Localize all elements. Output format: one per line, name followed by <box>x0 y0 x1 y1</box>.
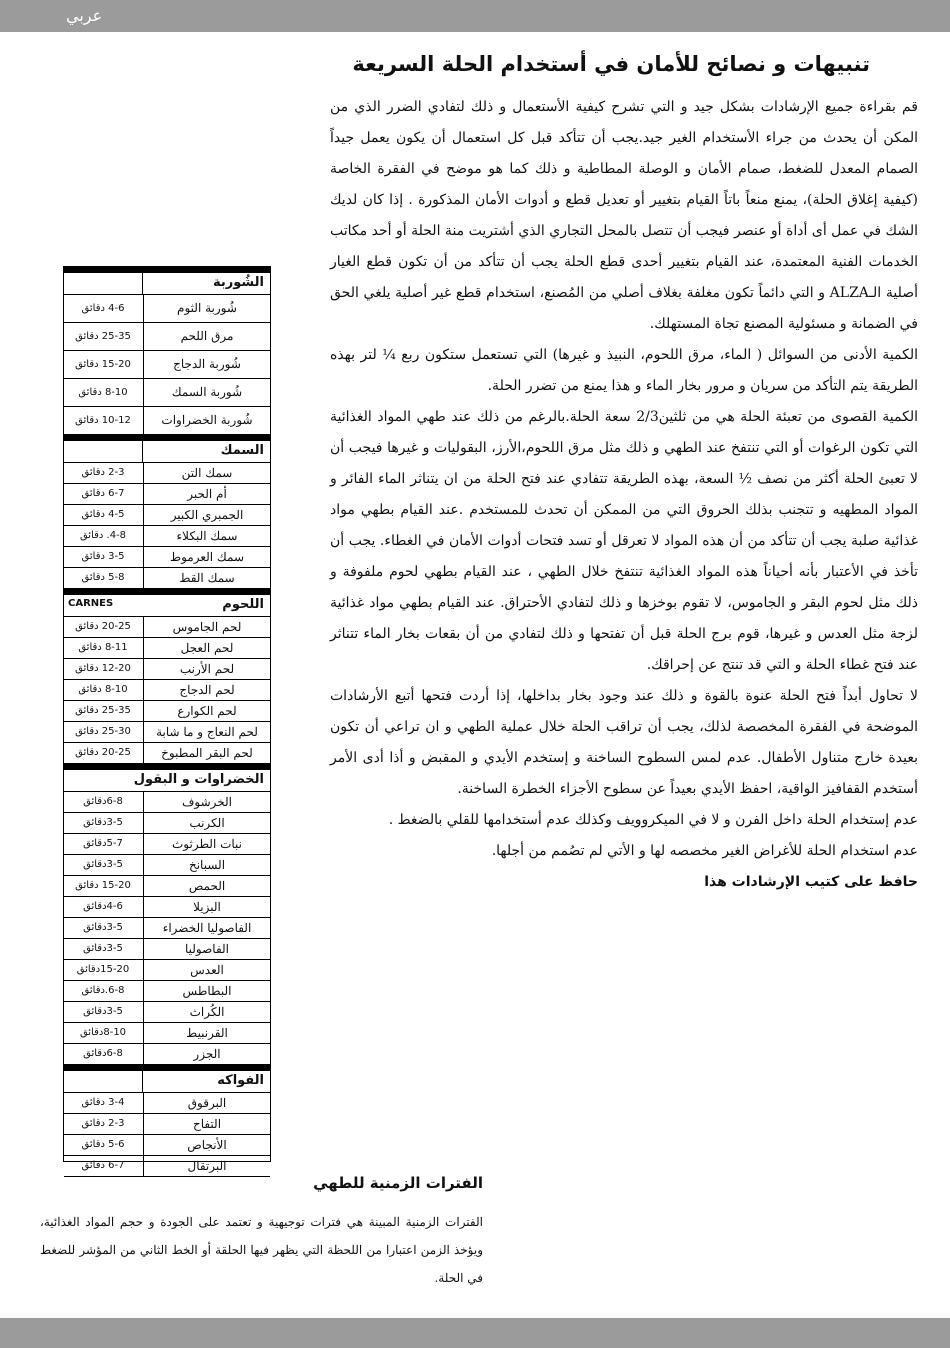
section-header <box>64 441 270 463</box>
table-section-fish <box>64 441 270 589</box>
time-cell: 12-20 دقائق <box>75 663 131 674</box>
food-cell: مرق اللحم <box>143 323 270 350</box>
table-row <box>64 701 270 722</box>
paragraph-instructions: قم بقراءة جميع الإرشادات بشكل جيد و التي تشرح كيفية الأستعمال و ذلك لتفادي الضرر الذي من المكن أن يحدث من جراء الأستخدام الغير جيد.يجب أن تتأكد قبل كل استعمال أن يكون يعمل جيداً الصمام المعدل للضغط، صمام الأمان و الوصلة المطاطية و ذلك كما هو موضح في الفقرة الخاصة (كيفية إغلاق الحلة)، يمنع منعاً باتاً القيام بتغيير أو تعديل قطع و أدوات الأمان المذكورة . إذا كان لديك الشك في عمل أى أداة أو عنصر فيجب أن تتصل بالمحل التجاري الذي أشتريت منة الحلة أو أحد مكاتب الخدمات الفنية المعتمدة، عند القيام بتغيير أحدى قطع الحلة يجب أن تتأكد من أن تكون قطع الغيار أصلية الـALZA و التي دائماً تكون مغلفة بغلاف أصلي من المُصنع، استخدام قطع غير أصلية يلغي الحق في الضمانة و مسئولية المصنع تجاة المستهلك. <box>330 99 918 332</box>
time-cell: 3-5دقائق <box>83 943 123 954</box>
table-row <box>64 792 270 813</box>
time-cell: 2-3 دقائق <box>81 467 125 478</box>
time-cell: 15-20دقائق <box>76 964 130 975</box>
food-cell: التفاح <box>143 1114 270 1134</box>
table-section-vegetables <box>64 770 270 1065</box>
table-row <box>64 1093 270 1114</box>
food-cell: القرنبيط <box>143 1023 270 1043</box>
food-cell: الأنجاص <box>143 1135 270 1155</box>
paragraph-no-oven: عدم إستخدام الحلة داخل الفرن و لا في الميكروويف وكذلك عدم أستخدامها للقلي بالضغط . <box>388 812 918 828</box>
food-cell: سمك القط <box>143 568 270 588</box>
time-cell: 8-11 دقائق <box>78 642 128 653</box>
time-cell: 4-6دقائق <box>83 901 123 912</box>
food-cell: شُوربة الخضراوات <box>143 407 270 434</box>
table-row <box>64 323 270 351</box>
food-cell: سمك التن <box>143 463 270 483</box>
food-cell: لحم الجاموس <box>143 617 270 637</box>
section-header <box>64 1071 270 1093</box>
time-cell: 4-8. دقائق <box>79 530 127 541</box>
time-cell: 6-7 دقائق <box>81 488 125 499</box>
time-cell: 8-10 دقائق <box>78 387 128 398</box>
paragraph-maximum-fill: الكمية القصوى من تعبئة الحلة هي من ثلثين2/3 سعة الحلة.بالرغم من ذلك عند طهي المواد الغذائية التي تكون الرغوات أو التي تنتفخ عند الطهي و ذلك مثل مرق اللحوم،الأرز، البقوليات و غيرها فيجب أن لا تعبئ الحلة أكثر من نصف ½ السعة، بهذه الطريقة تتفادي عند فتح الحلة من ان يتناثر الماء الفائر و المواد المطهيه و تتجنب بذلك الحروق التي من الممكن أن تحدث للمستخدم .عند القيام بطهي مواد غذائية صلبة يجب أن تتأكد من أن هذه المواد لا تعرقل أو تسد فتحات أدوات الأمان في الغطاء. يجب أن تأخذ في الأعتبار بأنه أحياناً هذه المواد الغذائية تنتفخ خلال الطهي ، عند القيام بطهي لحوم ملفوفة و ذلك مثل لحوم البقر و الجاموس، لا تقوم بوخزها و ذلك لتفادي الأحتراق. عند القيام بطهي مواد غذائية لزجة مثل العدس و غيرها، قوم برج الحلة قبل أن تفتحها و ذلك لتفادي من أن بقعات بخار الماء تتناثر عند فتح غطاء الحلة و التي قد تنتج عن إحراقك. <box>330 409 918 673</box>
food-cell: لحم العجل <box>143 638 270 658</box>
table-row <box>64 897 270 918</box>
food-cell: شُوربة الدجاج <box>143 351 270 378</box>
table-row <box>64 351 270 379</box>
time-cell: 5-8 دقائق <box>81 572 125 583</box>
table-row <box>64 1044 270 1065</box>
section-title: السمك <box>220 443 264 458</box>
table-row <box>64 981 270 1002</box>
table-row <box>64 407 270 435</box>
food-cell: أم الحبر <box>143 484 270 504</box>
table-row <box>64 547 270 568</box>
time-cell: 20-25 دقائق <box>75 621 131 632</box>
time-cell: 3-5 دقائق <box>81 551 125 562</box>
table-row <box>64 638 270 659</box>
food-cell: الفاصوليا <box>143 939 270 959</box>
food-cell: لحم الدجاج <box>143 680 270 700</box>
food-cell: العدس <box>143 960 270 980</box>
food-cell: البرقوق <box>143 1093 270 1113</box>
food-cell: شُوربة السمك <box>143 379 270 406</box>
section-french-label: CARNES <box>68 598 114 609</box>
table-row <box>64 526 270 547</box>
time-cell: 15-20 دقائق <box>75 880 131 891</box>
time-cell: 3-5دقائق <box>83 859 123 870</box>
food-cell: الحمص <box>143 876 270 896</box>
table-row <box>64 1135 270 1156</box>
food-cell: لحم النعاج و ما شابة <box>143 722 270 742</box>
food-cell: السبانخ <box>143 855 270 875</box>
time-cell: 10-12 دقائق <box>75 415 131 426</box>
page-title: تنبيهات و نصائح للأمان في أستخدام الحلة السريعة <box>352 52 870 76</box>
paragraph-proper-use: عدم استخدام الحلة للأغراض الغير مخصصه لها و الأتي لم تصُمم من أجلها. <box>491 843 918 859</box>
time-cell: 8-10 دقائق <box>78 684 128 695</box>
time-cell: 25-30 دقائق <box>75 726 131 737</box>
food-cell: سمك البكلاء <box>143 526 270 546</box>
table-row <box>64 505 270 526</box>
cooking-times-heading: الفترات الزمنية للطهي <box>313 1174 483 1192</box>
table-row <box>64 834 270 855</box>
section-header <box>64 770 270 792</box>
table-row <box>64 743 270 764</box>
table-row <box>64 463 270 484</box>
table-row <box>64 617 270 638</box>
section-title: الفواكه <box>217 1073 264 1088</box>
section-header <box>64 273 270 295</box>
time-cell: 8-10دقائق <box>79 1027 127 1038</box>
food-cell: البزيلا <box>143 897 270 917</box>
food-cell: الجمبري الكبير <box>143 505 270 525</box>
food-cell: سمك العرموط <box>143 547 270 567</box>
time-cell: 6-8دقائق <box>83 1048 123 1059</box>
header-bar <box>0 0 950 32</box>
time-cell: 6-8.دقائق <box>81 985 125 996</box>
cooking-times-note-text: الفترات الزمنية المبينة هي فترات توجيهية و تعتمد على الجودة و حجم المواد الغذائية، ويؤخذ الزمن اعتبارا من اللحظة التي يظهر فيها الحلقة أو الخط الثاني من المؤشر للضغط في الحلة. <box>40 1215 483 1285</box>
time-cell: 2-3 دقائق <box>81 1118 125 1129</box>
time-cell: 20-25 دقائق <box>75 747 131 758</box>
time-cell: 5-7دقائق <box>83 838 123 849</box>
time-cell: 4-6 دقائق <box>81 303 125 314</box>
table-row <box>64 680 270 701</box>
time-cell: 6-8دقائق <box>83 796 123 807</box>
table-row <box>64 939 270 960</box>
table-section-meats <box>64 595 270 764</box>
food-cell: شُوربة الثوم <box>143 295 270 322</box>
paragraph-keep-manual: حافظ على كتيب الإرشادات هذا <box>704 874 918 890</box>
food-cell: الكرنب <box>143 813 270 833</box>
section-title: الشُوربة <box>213 275 264 290</box>
table-row <box>64 379 270 407</box>
time-cell: 3-5دقائق <box>83 1006 123 1017</box>
time-cell: 25-35 دقائق <box>75 331 131 342</box>
table-row <box>64 484 270 505</box>
section-title: اللحوم <box>222 597 264 612</box>
table-row <box>64 1114 270 1135</box>
table-row <box>64 295 270 323</box>
table-row <box>64 1002 270 1023</box>
table-row <box>64 918 270 939</box>
table-row <box>64 855 270 876</box>
time-cell: 6-7 دقائق <box>81 1160 125 1171</box>
time-cell: 5-6 دقائق <box>81 1139 125 1150</box>
table-row <box>64 1023 270 1044</box>
food-cell: الجزر <box>143 1044 270 1064</box>
table-row <box>64 960 270 981</box>
cooking-times-note <box>40 1208 483 1292</box>
table-row <box>64 722 270 743</box>
time-cell: 3-4 دقائق <box>81 1097 125 1108</box>
table-row <box>64 568 270 589</box>
table-row <box>64 659 270 680</box>
food-cell: الفاصوليا الخضراء <box>143 918 270 938</box>
food-cell: لحم الأرنب <box>143 659 270 679</box>
food-cell: البطاطس <box>143 981 270 1001</box>
paragraph-opening: لا تحاول أبداً فتح الحلة عنوة بالقوة و ذلك عند وجود بخار بداخلها، إذا أردت فتحها أتبع الأرشادات الموضحة في الفقرة المخصصة لذلك، يجب أن تراقب الحلة خلال عملية الطهي و ان تراعي أن تكون بعيدة خارج متناول الأطفال. عدم لمس السطوح الساخنة و إستخدم الأيدي و المقبض و أذا أدى الأمر أستخدم القفافيز الواقية، احفظ الأيدي بعيداً عن سطوح الأجزاء الخطرة الساخنة. <box>330 688 918 797</box>
food-cell: الكُراث <box>143 1002 270 1022</box>
table-row <box>64 876 270 897</box>
food-cell: البرتقال <box>143 1156 270 1176</box>
section-title: الخضراوات و البقول <box>133 772 264 787</box>
safety-instructions <box>330 92 918 898</box>
food-cell: نبات الطرثوث <box>143 834 270 854</box>
footer-bar <box>0 1318 950 1348</box>
language-label: عربي <box>66 6 103 25</box>
time-cell: 3-5دقائق <box>83 922 123 933</box>
cooking-times-table <box>63 266 271 1173</box>
section-header <box>64 595 270 617</box>
table-row <box>64 813 270 834</box>
food-cell: لحم الكوارع <box>143 701 270 721</box>
table-section-soups <box>64 273 270 435</box>
time-cell: 25-35 دقائق <box>75 705 131 716</box>
time-cell: 3-5دقائق <box>83 817 123 828</box>
table-section-fruits <box>64 1071 270 1177</box>
food-cell: لحم البقر المطبوخ <box>143 743 270 763</box>
time-cell: 4-5 دقائق <box>81 509 125 520</box>
paragraph-minimum-liquid: الكمية الأدنى من السوائل ( الماء، مرق اللحوم، النبيذ و غيرها) التي تستعمل ستكون ربع ¼ لتر بهذه الطريقة يتم التأكد من سريان و مرور بخار الماء و هذا يمنع من تضرر الحلة. <box>330 347 918 394</box>
food-cell: الخرشوف <box>143 792 270 812</box>
time-cell: 15-20 دقائق <box>75 359 131 370</box>
